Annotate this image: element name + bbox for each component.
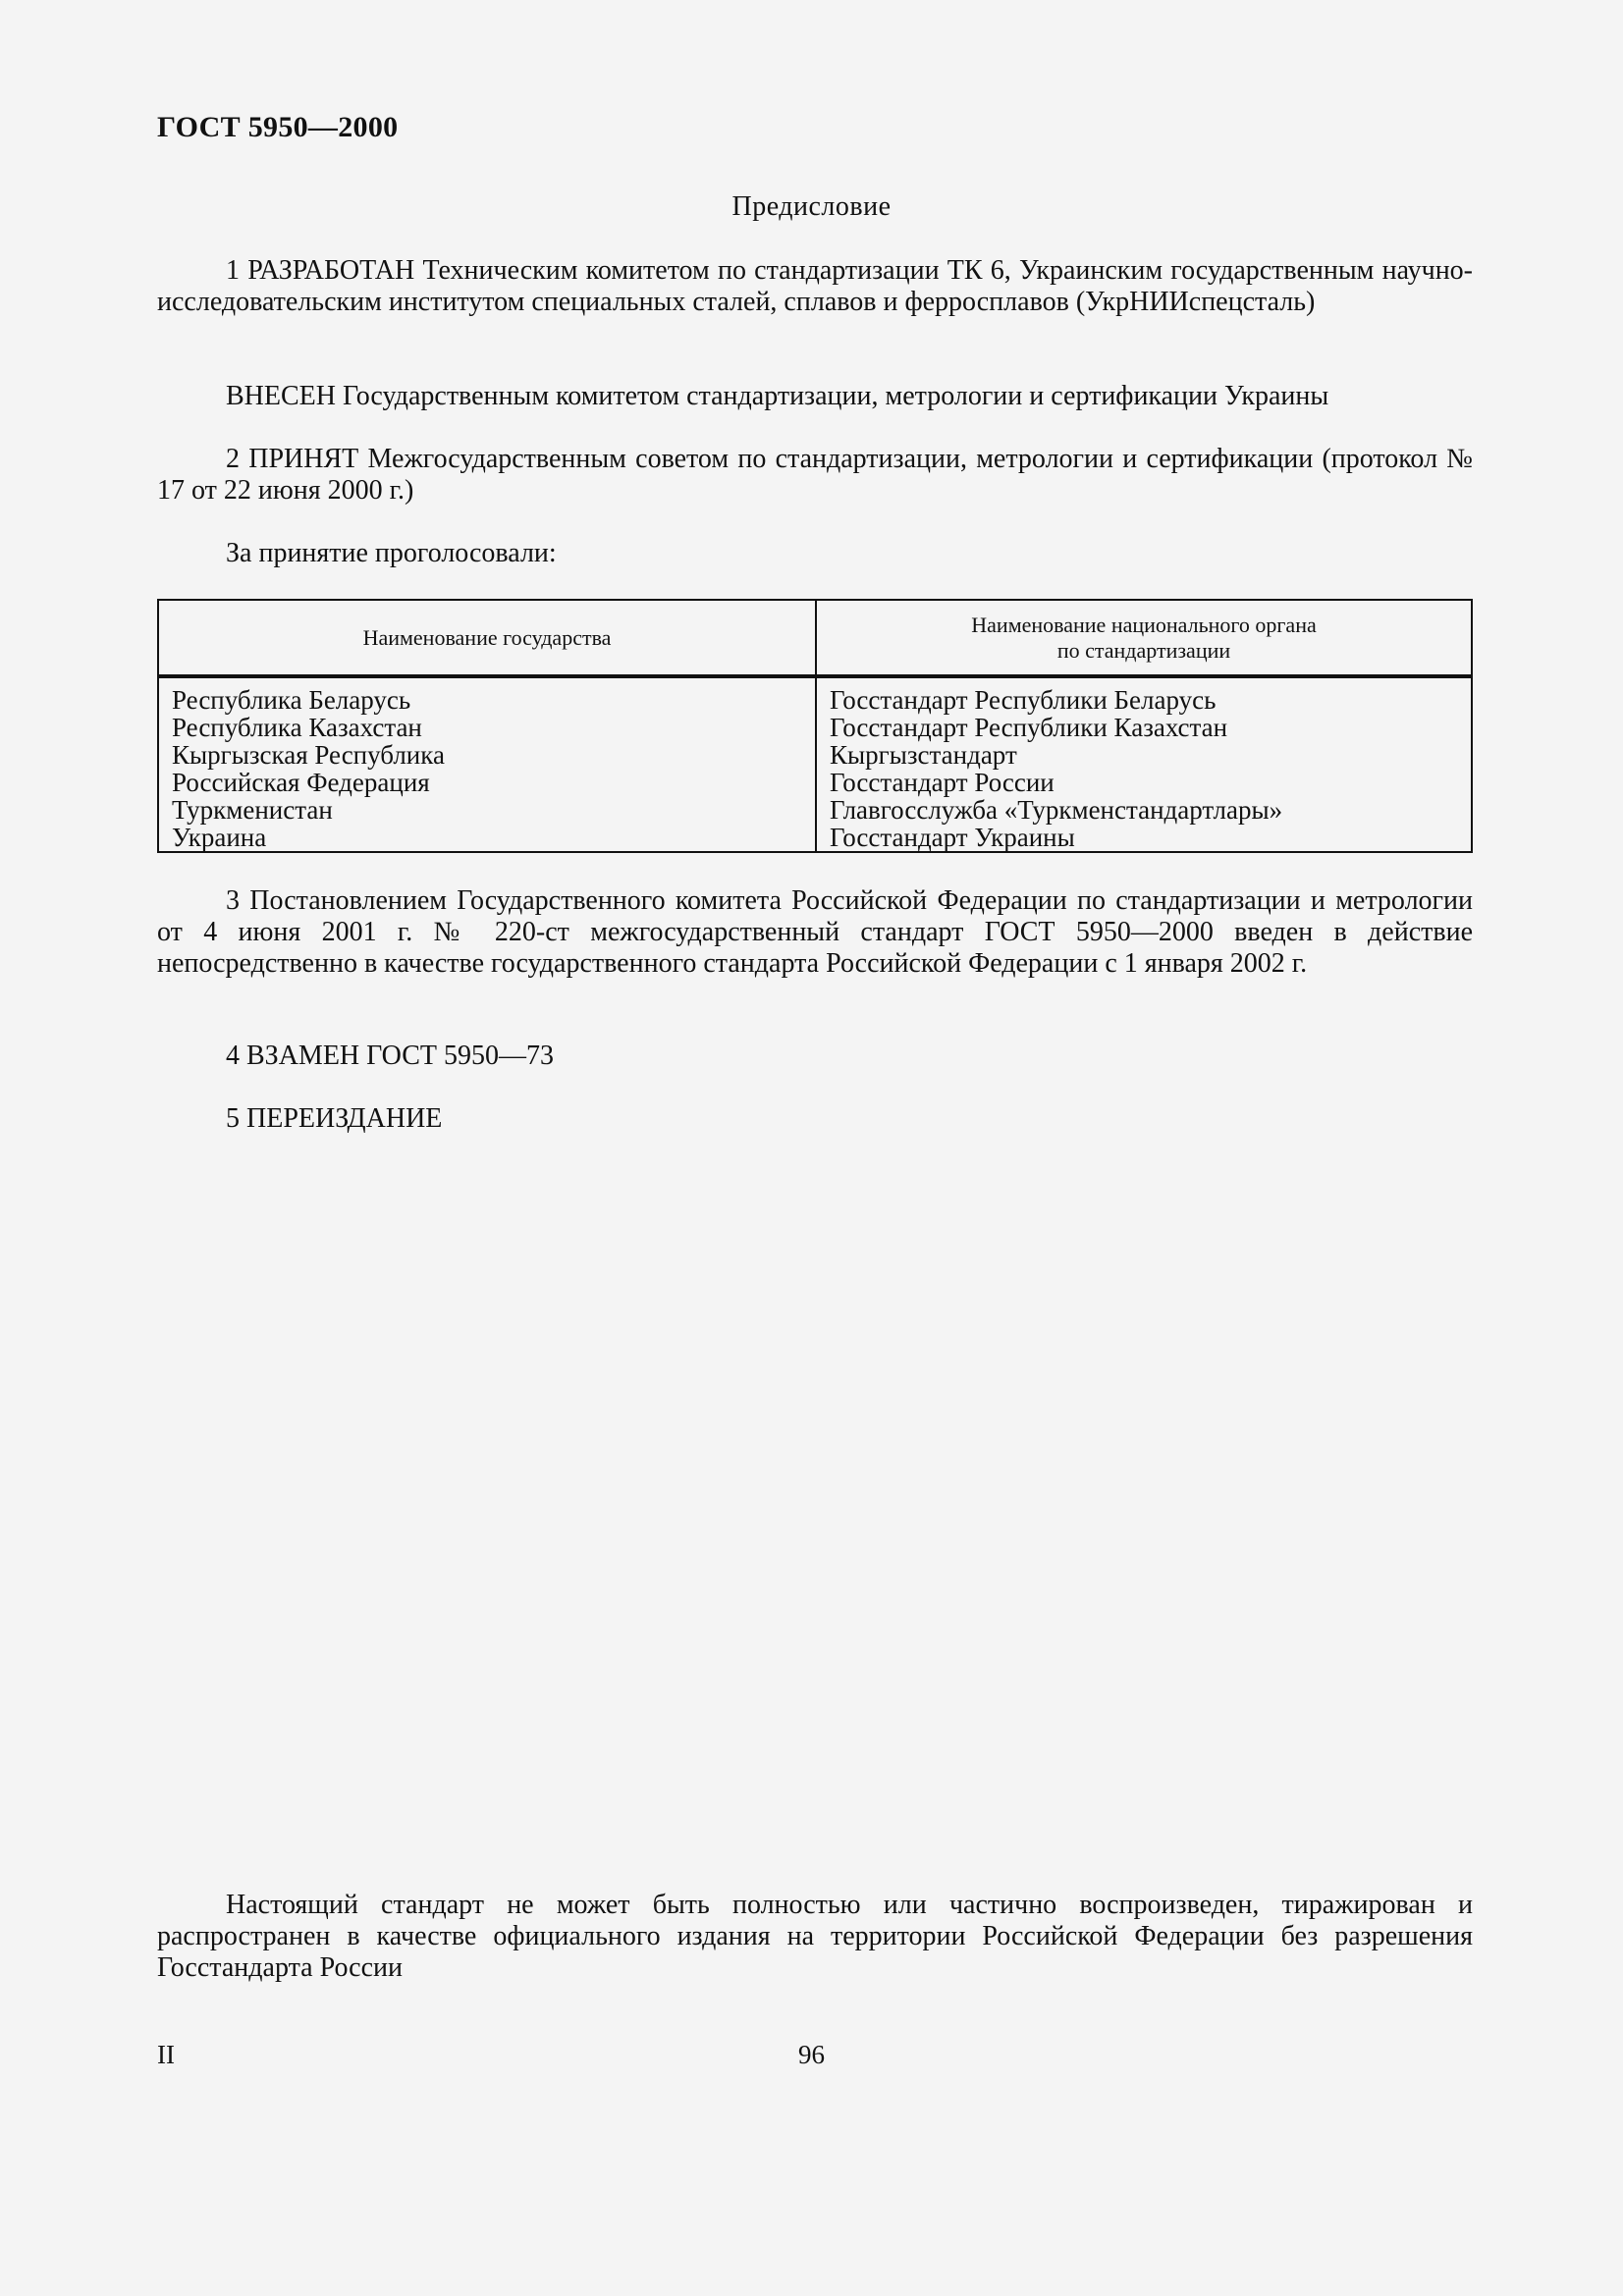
page-number: 96 (798, 2040, 825, 2069)
standards-body-list (830, 686, 1282, 851)
header-state-text: Наименование государства (362, 624, 612, 650)
paragraph-adopted: 2 ПРИНЯТ Межгосударственным советом по стандартизации, метрологии и сертификации (протокол № 17 от 22 июня 2000 г.) (157, 444, 1473, 506)
body-cell: Главгосслужба «Туркменстандартлары» (830, 795, 1283, 825)
document-code: ГОСТ 5950—2000 (157, 111, 399, 143)
body-cell: Госстандарт Украины (830, 823, 1075, 852)
state-cell: Туркменистан (172, 795, 333, 825)
body-cell: Госстандарт Республики Казахстан (830, 713, 1228, 742)
body-cell: Госстандарт России (830, 768, 1055, 797)
state-cell: Украина (172, 823, 267, 852)
state-cell: Российская Федерация (172, 768, 430, 797)
paragraph-developed: 1 РАЗРАБОТАН Техническим комитетом по стандартизации ТК 6, Украинским государственным научно-исследовательским институтом специальных сталей, сплавов и ферросплавов (УкрНИИспецсталь) (157, 255, 1473, 317)
page-title: Предисловие (731, 191, 892, 222)
state-cell: Республика Беларусь (172, 685, 411, 715)
paragraph-replaces: 4 ВЗАМЕН ГОСТ 5950—73 (226, 1041, 554, 1071)
header-state (159, 601, 815, 674)
header-body-line2: по стандартизации (1056, 637, 1231, 663)
roman-page-number: II (157, 2040, 175, 2069)
state-cell: Республика Казахстан (172, 713, 422, 742)
paragraph-reissue: 5 ПЕРЕИЗДАНИЕ (226, 1103, 443, 1134)
paragraph-introduced: ВНЕСЕН Государственным комитетом стандартизации, метрологии и сертификации Украины (226, 381, 1329, 411)
paragraph-resolution: 3 Постановлением Государственного комитета Российской Федерации по стандартизации и метрологии от 4 июня 2001 г. № 220-ст межгосударственный стандарт ГОСТ 5950—2000 введен в действие непосредственно в качестве государственного стандарта Российской Федерации с 1 января 2002 г. (157, 885, 1473, 979)
body-cell: Кыргызстандарт (830, 740, 1017, 770)
voting-table (157, 599, 1473, 853)
body-cell: Госстандарт Республики Беларусь (830, 685, 1217, 715)
copyright-notice: Настоящий стандарт не может быть полностью или частично воспроизведен, тиражирован и распространен в качестве официального издания на территории Российской Федерации без разрешения Госстандарта России (157, 1890, 1473, 1983)
paragraph-voted-intro: За принятие проголосовали: (226, 538, 557, 568)
header-body-line1: Наименование национального органа (971, 612, 1317, 637)
header-standards-body (817, 601, 1471, 674)
state-list (172, 686, 445, 851)
state-cell: Кыргызская Республика (172, 740, 445, 770)
